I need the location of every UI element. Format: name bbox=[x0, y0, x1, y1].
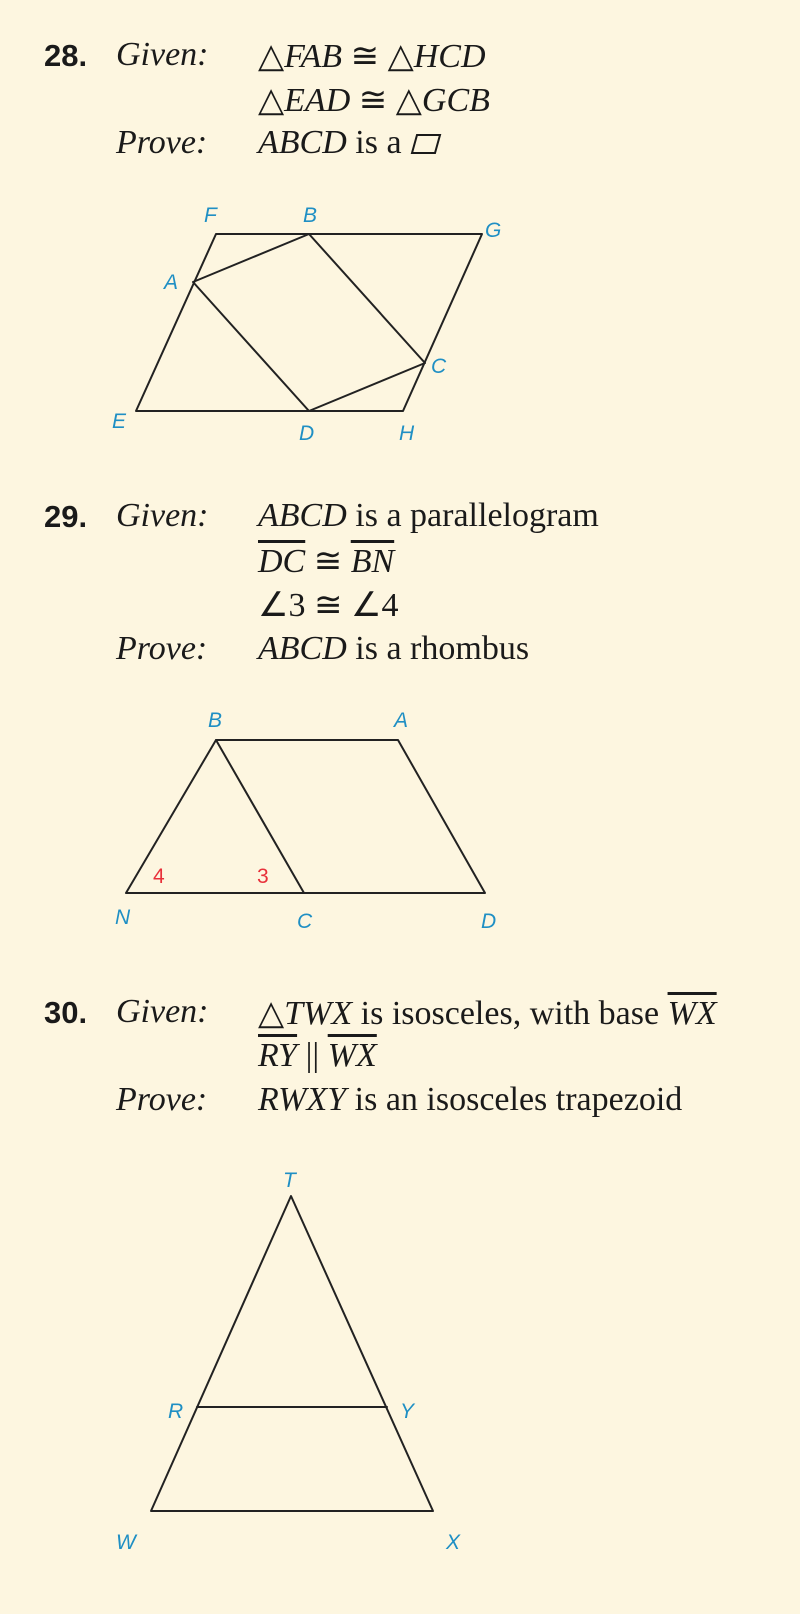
point-label-g: G bbox=[485, 219, 502, 242]
prove-label: Prove: bbox=[116, 630, 208, 667]
problem-number: 29. bbox=[44, 499, 88, 534]
point-label-a: A bbox=[394, 709, 409, 732]
point-label-d: D bbox=[481, 910, 497, 933]
point-label-w: W bbox=[116, 1531, 136, 1554]
prove-label: Prove: bbox=[116, 124, 208, 161]
point-label-b: B bbox=[303, 204, 318, 227]
point-label-r: R bbox=[168, 1400, 184, 1423]
point-label-x: X bbox=[446, 1531, 461, 1554]
angle-label-4: 4 bbox=[153, 865, 165, 888]
prove-statement: ABCD is a bbox=[258, 124, 442, 162]
point-label-f: F bbox=[204, 204, 217, 227]
point-label-c: C bbox=[297, 910, 313, 933]
prove-label: Prove: bbox=[116, 1081, 208, 1118]
given-label: Given: bbox=[116, 497, 209, 534]
point-label-y: Y bbox=[400, 1400, 415, 1423]
point-label-t: T bbox=[283, 1169, 296, 1192]
point-label-d: D bbox=[299, 422, 315, 445]
point-label-e: E bbox=[112, 410, 127, 433]
given-statement: $\overline{DC}$ ≅ $\overline{BN}$ bbox=[258, 543, 395, 580]
given-label: Given: bbox=[116, 36, 209, 73]
prove-statement: RWXY is an isosceles trapezoid bbox=[258, 1081, 683, 1118]
point-label-h: H bbox=[399, 422, 415, 445]
triangle-twx bbox=[151, 1196, 433, 1511]
given-statement: △FAB ≅ △HCD bbox=[258, 38, 486, 75]
given-statement: △TWX is isosceles, with base $\overline{WX}$ bbox=[258, 995, 717, 1032]
problem-number: 28. bbox=[44, 38, 88, 73]
angle-label-3: 3 bbox=[257, 865, 269, 888]
given-statement: △EAD ≅ △GCB bbox=[258, 82, 490, 119]
given-statement: ∠3 ≅ ∠4 bbox=[258, 587, 399, 624]
point-label-a: A bbox=[164, 271, 179, 294]
problem-number: 30. bbox=[44, 995, 88, 1030]
given-statement: $\overline{RY}$ || $\overline{WX}$ bbox=[258, 1037, 377, 1074]
point-label-c: C bbox=[431, 355, 447, 378]
given-statement: ABCD is a parallelogram bbox=[258, 497, 599, 534]
prove-statement: ABCD is a rhombus bbox=[258, 630, 530, 667]
given-label: Given: bbox=[116, 993, 209, 1030]
point-label-b: B bbox=[208, 709, 223, 732]
point-label-n: N bbox=[115, 906, 131, 929]
